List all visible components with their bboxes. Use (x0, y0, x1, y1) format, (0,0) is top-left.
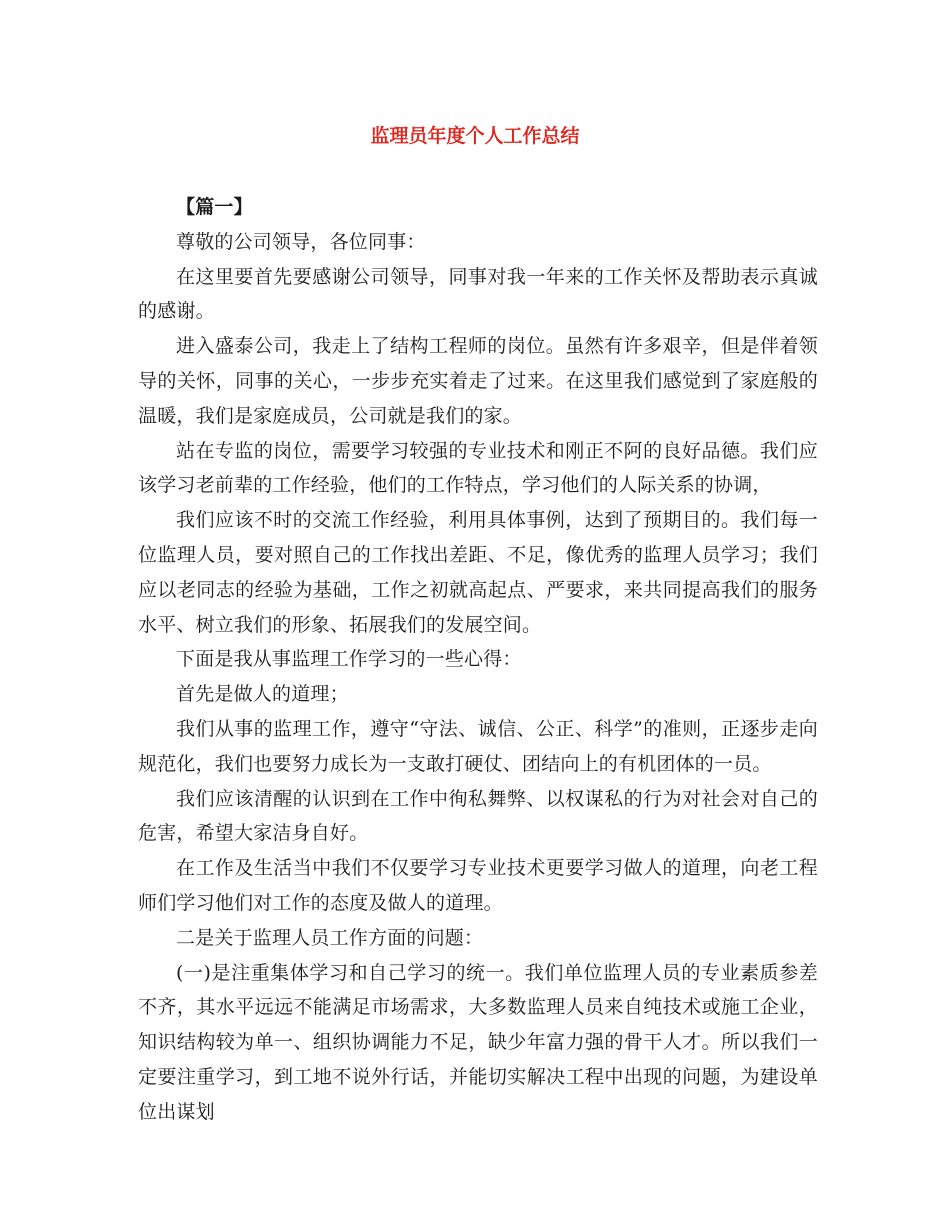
paragraph: 二是关于监理人员工作方面的问题： (176, 926, 484, 949)
document-title: 监理员年度个人工作总结 (370, 125, 580, 147)
salutation: 尊敬的公司领导，各位同事： (176, 230, 426, 253)
paragraph: 在这里要首先要感谢公司领导，同事对我一年来的工作关怀及帮助表示真诚的感谢。 (138, 265, 818, 323)
paragraph: 站在专监的岗位，需要学习较强的专业技术和刚正不阿的良好品德。我们应该学习老前辈的工作经验，他们的工作特点，学习他们的人际关系的协调， (138, 439, 818, 497)
paragraph: 我们应该清醒的认识到在工作中徇私舞弊、以权谋私的行为对社会对自己的危害，希望大家洁身自好。 (138, 787, 818, 845)
section-heading: 【篇一】 (176, 196, 253, 218)
document-body (138, 190, 818, 1130)
paragraph: 下面是我从事监理工作学习的一些心得： (176, 648, 522, 671)
paragraph: 进入盛泰公司，我走上了结构工程师的岗位。虽然有许多艰辛，但是伴着领导的关怀，同事的关心，一步步充实着走了过来。在这里我们感觉到了家庭般的温暖，我们是家庭成员，公司就是我们的家。 (138, 335, 818, 427)
paragraph: 我们从事的监理工作，遵守“守法、诚信、公正、科学”的准则，正逐步走向规范化，我们也要努力成长为一支敢打硬仗、团结向上的有机团体的一员。 (138, 717, 818, 775)
paragraph: 首先是做人的道理； (176, 683, 349, 706)
paragraph: 我们应该不时的交流工作经验，利用具体事例，达到了预期目的。我们每一位监理人员，要对照自己的工作找出差距、不足，像优秀的监理人员学习；我们应以老同志的经验为基础，工作之初就高起点、严要求，来共同提高我们的服务水平、树立我们的形象、拓展我们的发展空间。 (138, 509, 818, 636)
paragraph: (一)是注重集体学习和自己学习的统一。我们单位监理人员的专业素质参差不齐，其水平远远不能满足市场需求，大多数监理人员来自纯技术或施工企业，知识结构较为单一、组织协调能力不足，缺少年富力强的骨干人才。所以我们一定要注重学习，到工地不说外行话，并能切实解决工程中出现的问题，为建设单位出谋划 (138, 961, 818, 1123)
paragraph: 在工作及生活当中我们不仅要学习专业技术更要学习做人的道理，向老工程师们学习他们对工作的态度及做人的道理。 (138, 857, 818, 914)
